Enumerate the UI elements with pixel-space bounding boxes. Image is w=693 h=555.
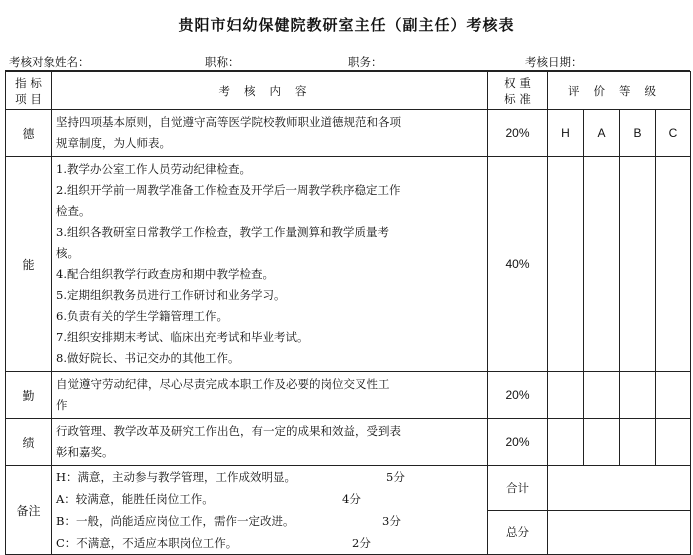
notes-row (6, 466, 691, 511)
page-title: 贵阳市妇幼保健院教研室主任（副主任）考核表 (178, 16, 515, 34)
criteria-content: 1.教学办公室工作人员劳动纪律检查。 2.组织开学前一周教学准备工作检查及开学后一周教学秩序稳定工作 检查。 3.组织各教研室日常教学工作检查，教学工作量测算和教学质量考 核。 4.配合组织教学行政查房和期中教学检查。 5.定期组织教务员进行工作研讨和业务学习。 6.负责有关的学生学籍管理工作。 7.组织安排期末考试、临床出充考试和毕业考试。 8.做好院长、书记交办的其他工作。 (52, 157, 488, 372)
criteria-row-neng (6, 157, 691, 372)
grade-cell-b[interactable] (620, 372, 656, 419)
grade-option-b[interactable]: B (620, 110, 656, 157)
subtotal-label: 合计 (488, 466, 548, 511)
indicator-cell: 能 (6, 157, 52, 372)
notes-label: 备注 (6, 466, 52, 555)
date-field[interactable]: 考核日期： (525, 55, 583, 69)
indicator-cell: 德 (6, 110, 52, 157)
weight-cell: 20% (488, 372, 548, 419)
subtotal-field[interactable] (548, 466, 691, 511)
grade-cell-b[interactable] (620, 157, 656, 372)
criteria-content: 行政管理、教学改革及研究工作出色，有一定的成果和效益，受到表 彰和嘉奖。 (52, 419, 488, 466)
weight-cell: 20% (488, 419, 548, 466)
grade-header: 评价等级 (548, 72, 691, 110)
grade-cell-c[interactable] (656, 372, 691, 419)
criteria-row-ji (6, 419, 691, 466)
grade-cell-a[interactable] (584, 157, 620, 372)
grade-cell-a[interactable] (584, 419, 620, 466)
content-header: 考核内容 (52, 72, 488, 110)
grade-cell-h[interactable] (548, 372, 584, 419)
notes-content (52, 466, 488, 555)
evaluation-table (5, 71, 691, 555)
indicator-header: 指 标 项 目 (6, 72, 52, 110)
criteria-row-de (6, 110, 691, 157)
criteria-content: 坚持四项基本原则，自觉遵守高等医学院校教师职业道德规范和各项 规章制度，为人师表。 (52, 110, 488, 157)
weight-cell: 40% (488, 157, 548, 372)
total-field[interactable] (548, 510, 691, 555)
weight-cell: 20% (488, 110, 548, 157)
grade-cell-c[interactable] (656, 157, 691, 372)
position-field[interactable]: 职务： (348, 55, 383, 69)
note-a: A：较满意，能胜任岗位工作。 4分 (56, 492, 361, 506)
weight-header: 权 重 标 准 (488, 72, 548, 110)
criteria-content: 自觉遵守劳动纪律，尽心尽责完成本职工作及必要的岗位交叉性工 作 (52, 372, 488, 419)
total-label: 总分 (488, 510, 548, 555)
grade-option-a[interactable]: A (584, 110, 620, 157)
target-name-field[interactable]: 考核对象姓名： (9, 55, 90, 69)
grade-cell-a[interactable] (584, 372, 620, 419)
note-c: C：不满意，不适应本职岗位工作。 2分 (56, 536, 371, 550)
info-row (5, 54, 690, 71)
grade-cell-h[interactable] (548, 157, 584, 372)
grade-cell-c[interactable] (656, 419, 691, 466)
indicator-cell: 勤 (6, 372, 52, 419)
header-row (6, 72, 691, 110)
indicator-cell: 绩 (6, 419, 52, 466)
note-h: H：满意，主动参与教学管理，工作成效明显。 5分 (56, 470, 405, 484)
criteria-row-qin (6, 372, 691, 419)
grade-cell-h[interactable] (548, 419, 584, 466)
grade-cell-b[interactable] (620, 419, 656, 466)
title-field[interactable]: 职称： (205, 55, 240, 69)
note-b: B：一般，尚能适应岗位工作，需作一定改进。 3分 (56, 514, 401, 528)
grade-option-c[interactable]: C (656, 110, 691, 157)
grade-option-h[interactable]: H (548, 110, 584, 157)
